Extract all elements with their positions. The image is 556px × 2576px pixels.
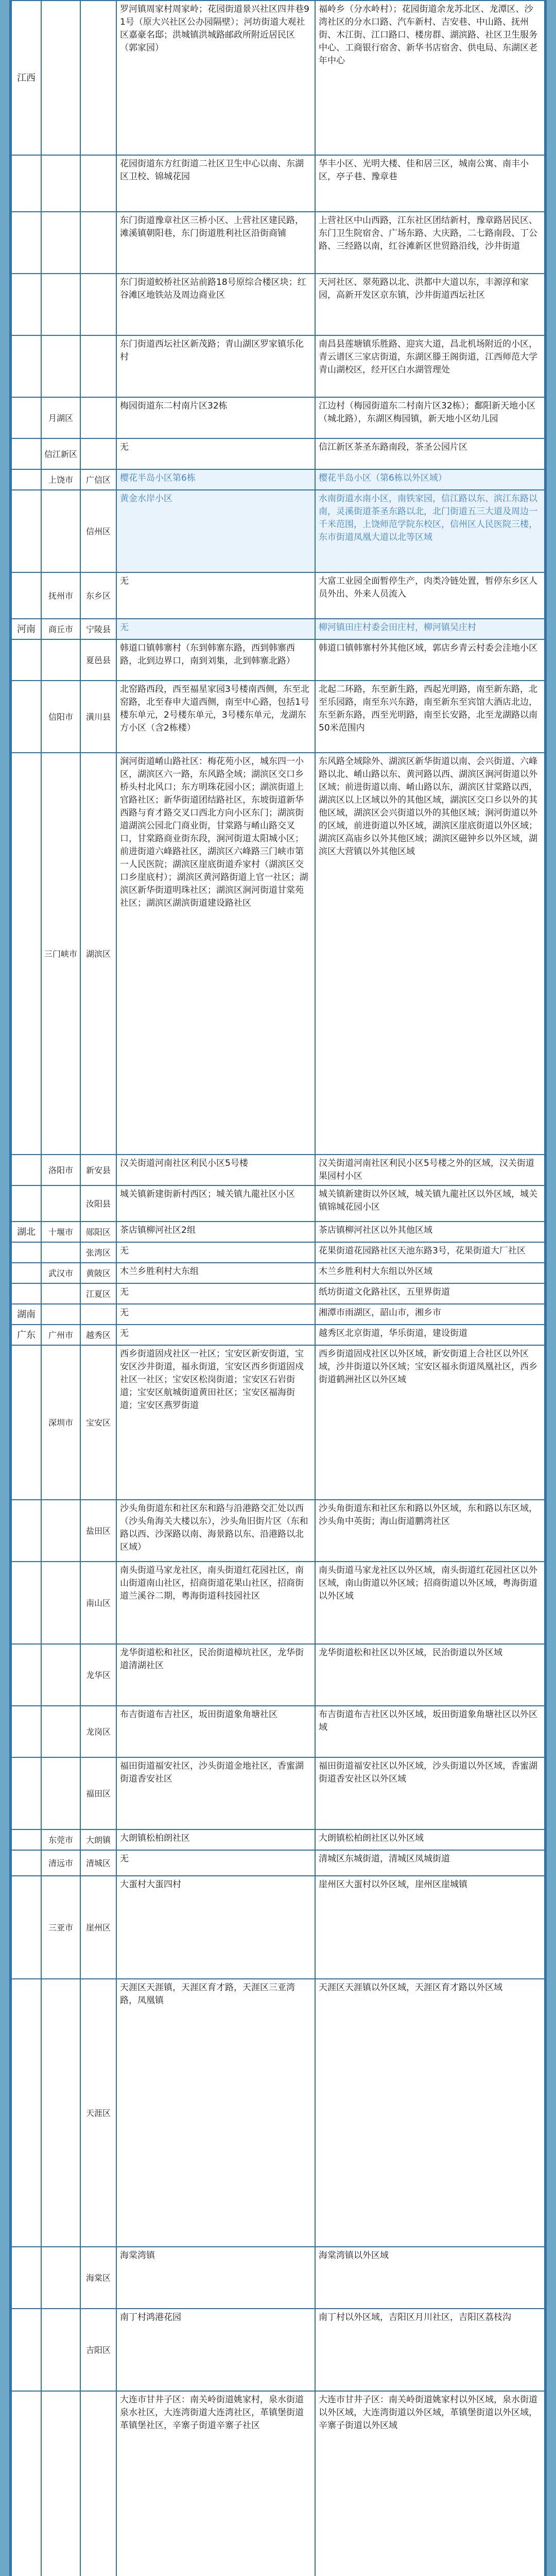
city-cell: [41, 1979, 80, 2247]
high-risk-area-cell: 海棠湾镇: [116, 2247, 315, 2309]
province-cell: [11, 1263, 41, 1283]
province-cell: 河南: [11, 619, 41, 639]
district-cell: 黄陂区: [80, 1263, 116, 1283]
mid-risk-area-cell: 茶店镇柳河社区以外其他区域: [315, 1222, 545, 1242]
district-cell: 广信区: [80, 469, 116, 490]
district-cell: 夏邑县: [80, 639, 116, 681]
district-cell: [80, 438, 116, 469]
province-cell: [11, 1283, 41, 1304]
province-cell: [11, 639, 41, 681]
table-row: [11, 1304, 545, 1325]
city-cell: 商丘市: [41, 619, 80, 639]
province-cell: [11, 155, 41, 212]
district-cell: [80, 274, 116, 335]
table-row: [11, 1829, 545, 1850]
city-cell: 深圳市: [41, 1345, 80, 1500]
mid-risk-area-cell: 北起二环路，东至新生路，西起光明路，南至新东路，北至乐园路，南至东兴东路，南至新东至宾馆大酒店北边，东至新东路，西至光明路，南至长安路，北至龙湖路以南50米范围内: [315, 681, 545, 753]
city-cell: [41, 274, 80, 335]
mid-risk-area-cell: 樱花半岛小区（第6栋以外区域）: [315, 469, 545, 490]
district-cell: 东乡区: [80, 572, 116, 619]
table-row: [11, 1155, 545, 1185]
table-row: [11, 1706, 545, 1757]
province-cell: [11, 438, 41, 469]
province-cell: [11, 1345, 41, 1500]
city-cell: [41, 2309, 80, 2391]
mid-risk-area-cell: 江边村（梅园街道东二村南片区32栋）；鄱阳新天地小区（城北路），东湖区梅园镇，新天地小区幼儿园: [315, 397, 545, 438]
city-cell: [41, 639, 80, 681]
table-row: [11, 1850, 545, 1876]
province-cell: [11, 2391, 41, 2576]
city-cell: 信阳市: [41, 681, 80, 753]
mid-risk-area-cell: 越秀区北京街道，华乐街道，建设街道: [315, 1325, 545, 1345]
city-cell: 广州市: [41, 1325, 80, 1345]
district-cell: 越秀区: [80, 1325, 116, 1345]
high-risk-area-cell: 大蛋村大蛋四村: [116, 1876, 315, 1979]
district-cell: [80, 335, 116, 397]
high-risk-area-cell: 无: [116, 1283, 315, 1304]
mid-risk-area-cell: 天河社区、翠苑路以北、洪都中大道以东，丰源淳和家园，高新开发区京东镇，沙井街道西坛社区: [315, 274, 545, 335]
high-risk-area-cell: 天涯区天涯镇，天涯区育才路，天涯区三亚湾路，凤凰镇: [116, 1979, 315, 2247]
high-risk-area-cell: 无: [116, 438, 315, 469]
district-cell: 郧阳区: [80, 1222, 116, 1242]
province-cell: [11, 1850, 41, 1876]
district-cell: 潢川县: [80, 681, 116, 753]
high-risk-area-cell: 罗河镇周家村周家岭；花园街道景兴社区四井巷91号（原大兴社区公办园隔壁）；河坊街道大观社区嘉豪名邸；洪城镇洪城路邮政所附近居民区（郭家园）: [116, 1, 315, 155]
high-risk-area-cell: 木兰乡胜利村大东组: [116, 1263, 315, 1283]
high-risk-area-cell: 北窑路西段，西至福星家园3号楼南西侧，东至北窑路，北至春申大道西侧，南至中心路，包括1号楼东单元，2号楼东单元，3号楼东单元，龙湖东方小区（含2栋楼）: [116, 681, 315, 753]
table-row: [11, 1, 545, 155]
table-row: [11, 681, 545, 753]
table-row: [11, 1644, 545, 1706]
city-cell: 清远市: [41, 1850, 80, 1876]
high-risk-area-cell: 南丁村鸿港花园: [116, 2309, 315, 2391]
province-cell: [11, 335, 41, 397]
table-row: [11, 212, 545, 274]
mid-risk-area-cell: 南昌县莲塘镇乐胜路、迎宾大道，昌北机场附近的小区，青云谱区三家店街道，东湖区滕王阁街道，江西师范大学青山湖校区，经开区白水湖管理处: [315, 335, 545, 397]
high-risk-area-cell: 福田街道福安社区，沙头街道金地社区，香蜜湖街道香安社区: [116, 1757, 315, 1829]
mid-risk-area-cell: 大富工业园全面暂停生产，肉类冷链处置，暂停东乡区人员外出、外来人员流入: [315, 572, 545, 619]
province-cell: [11, 1829, 41, 1850]
risk-area-table-sheet: [9, 0, 547, 2576]
city-cell: 上饶市: [41, 469, 80, 490]
province-cell: [11, 397, 41, 438]
city-cell: 抚州市: [41, 572, 80, 619]
city-cell: [41, 1304, 80, 1325]
district-cell: 海棠区: [80, 2247, 116, 2309]
mid-risk-area-cell: 南丁村以外区域，吉阳区月川社区，吉阳区荔枝沟: [315, 2309, 545, 2391]
high-risk-area-cell: 无: [116, 619, 315, 639]
city-cell: 三亚市: [41, 1876, 80, 1979]
mid-risk-area-cell: 花果街道花园路社区天池东路3号，花果街道大厂社区: [315, 1242, 545, 1263]
province-cell: [11, 1876, 41, 1979]
mid-risk-area-cell: 木兰乡胜利村大东组以外区域: [315, 1263, 545, 1283]
province-cell: 湖南: [11, 1304, 41, 1325]
high-risk-area-cell: 韩道口镇韩寨村（东到韩寨东路，西到韩寨西路，北到边界口，南到刘集，北到韩寨北路）: [116, 639, 315, 681]
district-cell: 信州区: [80, 490, 116, 572]
city-cell: [41, 1757, 80, 1829]
city-cell: [41, 335, 80, 397]
district-cell: [80, 2391, 116, 2576]
table-row: [11, 1500, 545, 1562]
high-risk-area-cell: 大朗镇松柏朗社区: [116, 1829, 315, 1850]
table-row: [11, 1979, 545, 2247]
district-cell: 宝安区: [80, 1345, 116, 1500]
table-row: [11, 619, 545, 639]
district-cell: [80, 155, 116, 212]
province-cell: [11, 1979, 41, 2247]
mid-risk-area-cell: 布吉街道布吉社区以外区域，坂田街道象角塘社区以外区域: [315, 1706, 545, 1757]
city-cell: 三门峡市: [41, 753, 80, 1155]
mid-risk-area-cell: 纸坊街道文化路社区，五里界街道: [315, 1283, 545, 1304]
mid-risk-area-cell: 沙头角街道东和社区东和路以外区域，东和路以东区域，沙头角中英街；海山街道鹏湾社区: [315, 1500, 545, 1562]
province-cell: [11, 1644, 41, 1706]
city-cell: 信江新区: [41, 438, 80, 469]
city-cell: 十堰市: [41, 1222, 80, 1242]
table-row: [11, 1222, 545, 1242]
district-cell: 江夏区: [80, 1283, 116, 1304]
district-cell: 崖州区: [80, 1876, 116, 1979]
high-risk-area-cell: 汉关街道河南社区利民小区5号楼: [116, 1155, 315, 1185]
city-cell: [41, 2247, 80, 2309]
table-row: [11, 490, 545, 572]
high-risk-area-cell: 布吉街道布吉社区，坂田街道象角塘社区: [116, 1706, 315, 1757]
mid-risk-area-cell: 大朗镇松柏朗社区以外区域: [315, 1829, 545, 1850]
table-row: [11, 274, 545, 335]
mid-risk-area-cell: 崖州区大蛋村以外区域，崖州区崖城镇: [315, 1876, 545, 1979]
table-row: [11, 469, 545, 490]
table-row: [11, 155, 545, 212]
city-cell: 洛阳市: [41, 1155, 80, 1185]
city-cell: [41, 2391, 80, 2576]
high-risk-area-cell: 黄金水岸小区: [116, 490, 315, 572]
province-cell: [11, 490, 41, 572]
mid-risk-area-cell: 海棠湾镇以外区域: [315, 2247, 545, 2309]
province-cell: [11, 274, 41, 335]
province-cell: [11, 1155, 41, 1185]
high-risk-area-cell: 东门街道蛟桥社区站前路18号原综合楼区块；红谷滩区地铁站及周边商业区: [116, 274, 315, 335]
province-cell: [11, 753, 41, 1155]
province-cell: [11, 2247, 41, 2309]
city-cell: [41, 1, 80, 155]
high-risk-area-cell: 无: [116, 1325, 315, 1345]
table-row: [11, 2247, 545, 2309]
mid-risk-area-cell: 大连市甘井子区：南关岭街道姚家村以外区域，泉水街道以外区域，大连湾街道以外区域，革镇堡街道以外区域，辛寨子街道以外区域: [315, 2391, 545, 2576]
province-cell: [11, 681, 41, 753]
risk-area-table: [11, 0, 545, 2576]
province-cell: [11, 1562, 41, 1644]
table-row: [11, 1185, 545, 1222]
table-row: [11, 397, 545, 438]
high-risk-area-cell: 樱花半岛小区第6栋: [116, 469, 315, 490]
mid-risk-area-cell: 福田街道福安社区以外区域，沙头街道以外区域，香蜜湖街道香安社区以外区域: [315, 1757, 545, 1829]
province-cell: [11, 212, 41, 274]
province-cell: 广东: [11, 1325, 41, 1345]
city-cell: 月湖区: [41, 397, 80, 438]
table-row: [11, 572, 545, 619]
district-cell: [80, 212, 116, 274]
table-row: [11, 438, 545, 469]
mid-risk-area-cell: 福岭乡（分水岭村）；花园街道余龙苏北区、龙潭区、沙湾社区的分水口路、汽车新村、吉安巷、中山路、抚州街、木江街、江口路口、楼房群、湖滨路、社区卫生服务中心、工商银行宿舍、新华书店宿舍、供电局、东湖区老年中心: [315, 1, 545, 155]
mid-risk-area-cell: 上营社区中山西路，江东社区团结新村，豫章路居民区、东门卫生院宿舍、广场东路、大庆路，二七路南段、丁公路、三经路以南，红谷滩新区世贸路沿线，沙井街道: [315, 212, 545, 274]
district-cell: 福田区: [80, 1757, 116, 1829]
mid-risk-area-cell: 东风路全域除外、湖滨区新华街道以南、会兴街道、六峰路以北、崤山路以东、黄河路以西、湖滨区涧河街道以外区域；前进街道以南、崤山路以东，湖滨区甘棠路以西，湖滨区以上区域以外的其他区域，湖滨区交口乡以外的其他区域，湖滨区会兴街道以外的其他区域；涧河街道以外的区域，前进街道以外区域，湖滨区崖底街道以外区域；湖滨区高庙乡以外其他区域；湖滨区磁钟乡以外区域，湖滨区大营镇以外其他区域: [315, 753, 545, 1155]
district-cell: 湖滨区: [80, 753, 116, 1155]
city-cell: [41, 1706, 80, 1757]
district-cell: 盐田区: [80, 1500, 116, 1562]
mid-risk-area-cell: 柳河镇田庄村委会田庄村，柳河镇吴庄村: [315, 619, 545, 639]
district-cell: 龙华区: [80, 1644, 116, 1706]
table-row: [11, 1876, 545, 1979]
city-cell: [41, 490, 80, 572]
province-cell: [11, 1757, 41, 1829]
high-risk-area-cell: 无: [116, 572, 315, 619]
district-cell: 吉阳区: [80, 2309, 116, 2391]
city-cell: [41, 1562, 80, 1644]
city-cell: 武汉市: [41, 1263, 80, 1283]
high-risk-area-cell: 无: [116, 1304, 315, 1325]
mid-risk-area-cell: 水南街道水南小区，南铁家园，信江路以东、滨江东路以南，灵溪街道茶圣东路以北，北门街道五三大道及周边一千米范围，上饶师范学院东校区，信州区人民医院三楼，东市街道凤凰大道以北等区域: [315, 490, 545, 572]
province-cell: [11, 1706, 41, 1757]
city-cell: [41, 1242, 80, 1263]
high-risk-area-cell: 东门街道豫章社区三桥小区、上营社区建民路，滩溪镇朝阳巷，东门街道胜利社区沿街商铺: [116, 212, 315, 274]
district-cell: 新安县: [80, 1155, 116, 1185]
province-cell: [11, 2309, 41, 2391]
table-row: [11, 2391, 545, 2576]
district-cell: [80, 1304, 116, 1325]
high-risk-area-cell: 龙华街道松和社区，民治街道樟坑社区，龙华街道清湖社区: [116, 1644, 315, 1706]
table-row: [11, 335, 545, 397]
mid-risk-area-cell: 清城区东城街道，清城区凤城街道: [315, 1850, 545, 1876]
table-row: [11, 1242, 545, 1263]
high-risk-area-cell: 西乡街道固戍社区一社区；宝安区新安街道，宝安区沙井街道，福永街道，宝安区西乡街道固戍社区一社区；宝安区松岗街道；宝安区石岩街道；宝安区航城街道黄田社区；宝安区福海街道；宝安区燕罗街道: [116, 1345, 315, 1500]
city-cell: [41, 155, 80, 212]
high-risk-area-cell: 无: [116, 1850, 315, 1876]
province-cell: [11, 1185, 41, 1222]
province-cell: [11, 1500, 41, 1562]
table-row: [11, 1562, 545, 1644]
district-cell: [80, 1, 116, 155]
high-risk-area-cell: 东门街道西坛社区新茂路；青山湖区罗家镇乐化村: [116, 335, 315, 397]
mid-risk-area-cell: 天涯区天涯镇以外区域，天涯区育才路以外区域: [315, 1979, 545, 2247]
district-cell: 张湾区: [80, 1242, 116, 1263]
city-cell: [41, 1283, 80, 1304]
city-cell: 东莞市: [41, 1829, 80, 1850]
mid-risk-area-cell: 南头街道马家龙社区以外区域，南头街道红花园社区以外区域，南山街道以外区域；招商街道以外区域，粤海街道以外区域: [315, 1562, 545, 1644]
mid-risk-area-cell: 信江新区茶圣东路南段，茶圣公园片区: [315, 438, 545, 469]
district-cell: 龙岗区: [80, 1706, 116, 1757]
mid-risk-area-cell: 湘潭市雨湖区，韶山市，湘乡市: [315, 1304, 545, 1325]
province-cell: [11, 1242, 41, 1263]
table-row: [11, 1283, 545, 1304]
province-cell: [11, 469, 41, 490]
mid-risk-area-cell: 西乡街道固戍社区以外区域，新安街道上合社区以外区域，沙井街道以外区域；宝安区福永街道凤凰社区，西乡街道鹤洲社区以外区域: [315, 1345, 545, 1500]
province-cell: 湖北: [11, 1222, 41, 1242]
city-cell: [41, 1644, 80, 1706]
high-risk-area-cell: 花园街道东方红街道二社区卫生中心以南、东湖区卫校、锦城花园: [116, 155, 315, 212]
high-risk-area-cell: 涧河街道崤山路社区：梅花苑小区，城东四一小区，湖滨区六一路，东风路全域；湖滨区交口乡桥头村北风口；东方明珠花园小区；湖滨街道上官路社区；新华街道团结路社区，东坡街道新华西路与育才路交叉口西北方向小区东门；湖滨街道湖滨公园北门商业街，甘棠路与崤山路交叉口，甘棠路商业街东段，涧河街道太阳城小区；前进街道六峰路社区，湖滨区六峰路三门峡市第一人民医院；湖滨区崖底街道乔家村（湖滨区交口乡崖底村）；湖滨区黄河路街道上官一社区；湖滨区新华街道明珠社区；湖滨区涧河街道甘棠苑社区；湖滨区湖滨街道建设路社区: [116, 753, 315, 1155]
table-row: [11, 1263, 545, 1283]
high-risk-area-cell: 无: [116, 1242, 315, 1263]
table-row: [11, 1345, 545, 1500]
table-row: [11, 1325, 545, 1345]
district-cell: 天涯区: [80, 1979, 116, 2247]
district-cell: 宁陵县: [80, 619, 116, 639]
mid-risk-area-cell: 城关镇新建街以外区域，城关镇九龍社区以外区域，城关镇锦城花园小区: [315, 1185, 545, 1222]
district-cell: 大朗镇: [80, 1829, 116, 1850]
mid-risk-area-cell: 汉关街道河南社区利民小区5号楼之外的区域，汉关街道果园村小区: [315, 1155, 545, 1185]
table-row: [11, 639, 545, 681]
high-risk-area-cell: 大连市甘井子区：南关岭街道姚家村，泉水街道泉水社区，大连湾街道大连湾社区，革镇堡街道革镇堡社区，辛寨子街道辛寨子社区: [116, 2391, 315, 2576]
high-risk-area-cell: 城关镇新建街新村西区；城关镇九龍社区小区: [116, 1185, 315, 1222]
table-row: [11, 753, 545, 1155]
province-cell: 江西: [11, 1, 41, 155]
high-risk-area-cell: 沙头角街道东和社区东和路与沿港路交汇处以西（沙头角海关大楼以东），沙头角旧街片区（东和路以西、沙深路以南、海景路以东、沿港路以北区域）: [116, 1500, 315, 1562]
district-cell: 南山区: [80, 1562, 116, 1644]
mid-risk-area-cell: 华丰小区、光明大楼、佳和居三区，城南公寓、南丰小区，亭子巷、豫章巷: [315, 155, 545, 212]
city-cell: [41, 1185, 80, 1222]
table-row: [11, 2309, 545, 2391]
table-row: [11, 1757, 545, 1829]
high-risk-area-cell: 梅园街道东二村南片区32栋: [116, 397, 315, 438]
district-cell: [80, 397, 116, 438]
district-cell: 汝阳县: [80, 1185, 116, 1222]
high-risk-area-cell: 南头街道马家龙社区，南头街道红花园社区，南山街道南山社区，招商街道花果山社区，招商街道兰溪谷二期，粤海街道科技园社区: [116, 1562, 315, 1644]
high-risk-area-cell: 茶店镇柳河社区2组: [116, 1222, 315, 1242]
city-cell: [41, 212, 80, 274]
province-cell: [11, 572, 41, 619]
city-cell: [41, 1500, 80, 1562]
district-cell: 清城区: [80, 1850, 116, 1876]
mid-risk-area-cell: 韩道口镇韩寨村外其他区域，郭店乡青云村委会洼地小区: [315, 639, 545, 681]
mid-risk-area-cell: 龙华街道松和社区以外区域，民治街道以外区域: [315, 1644, 545, 1706]
